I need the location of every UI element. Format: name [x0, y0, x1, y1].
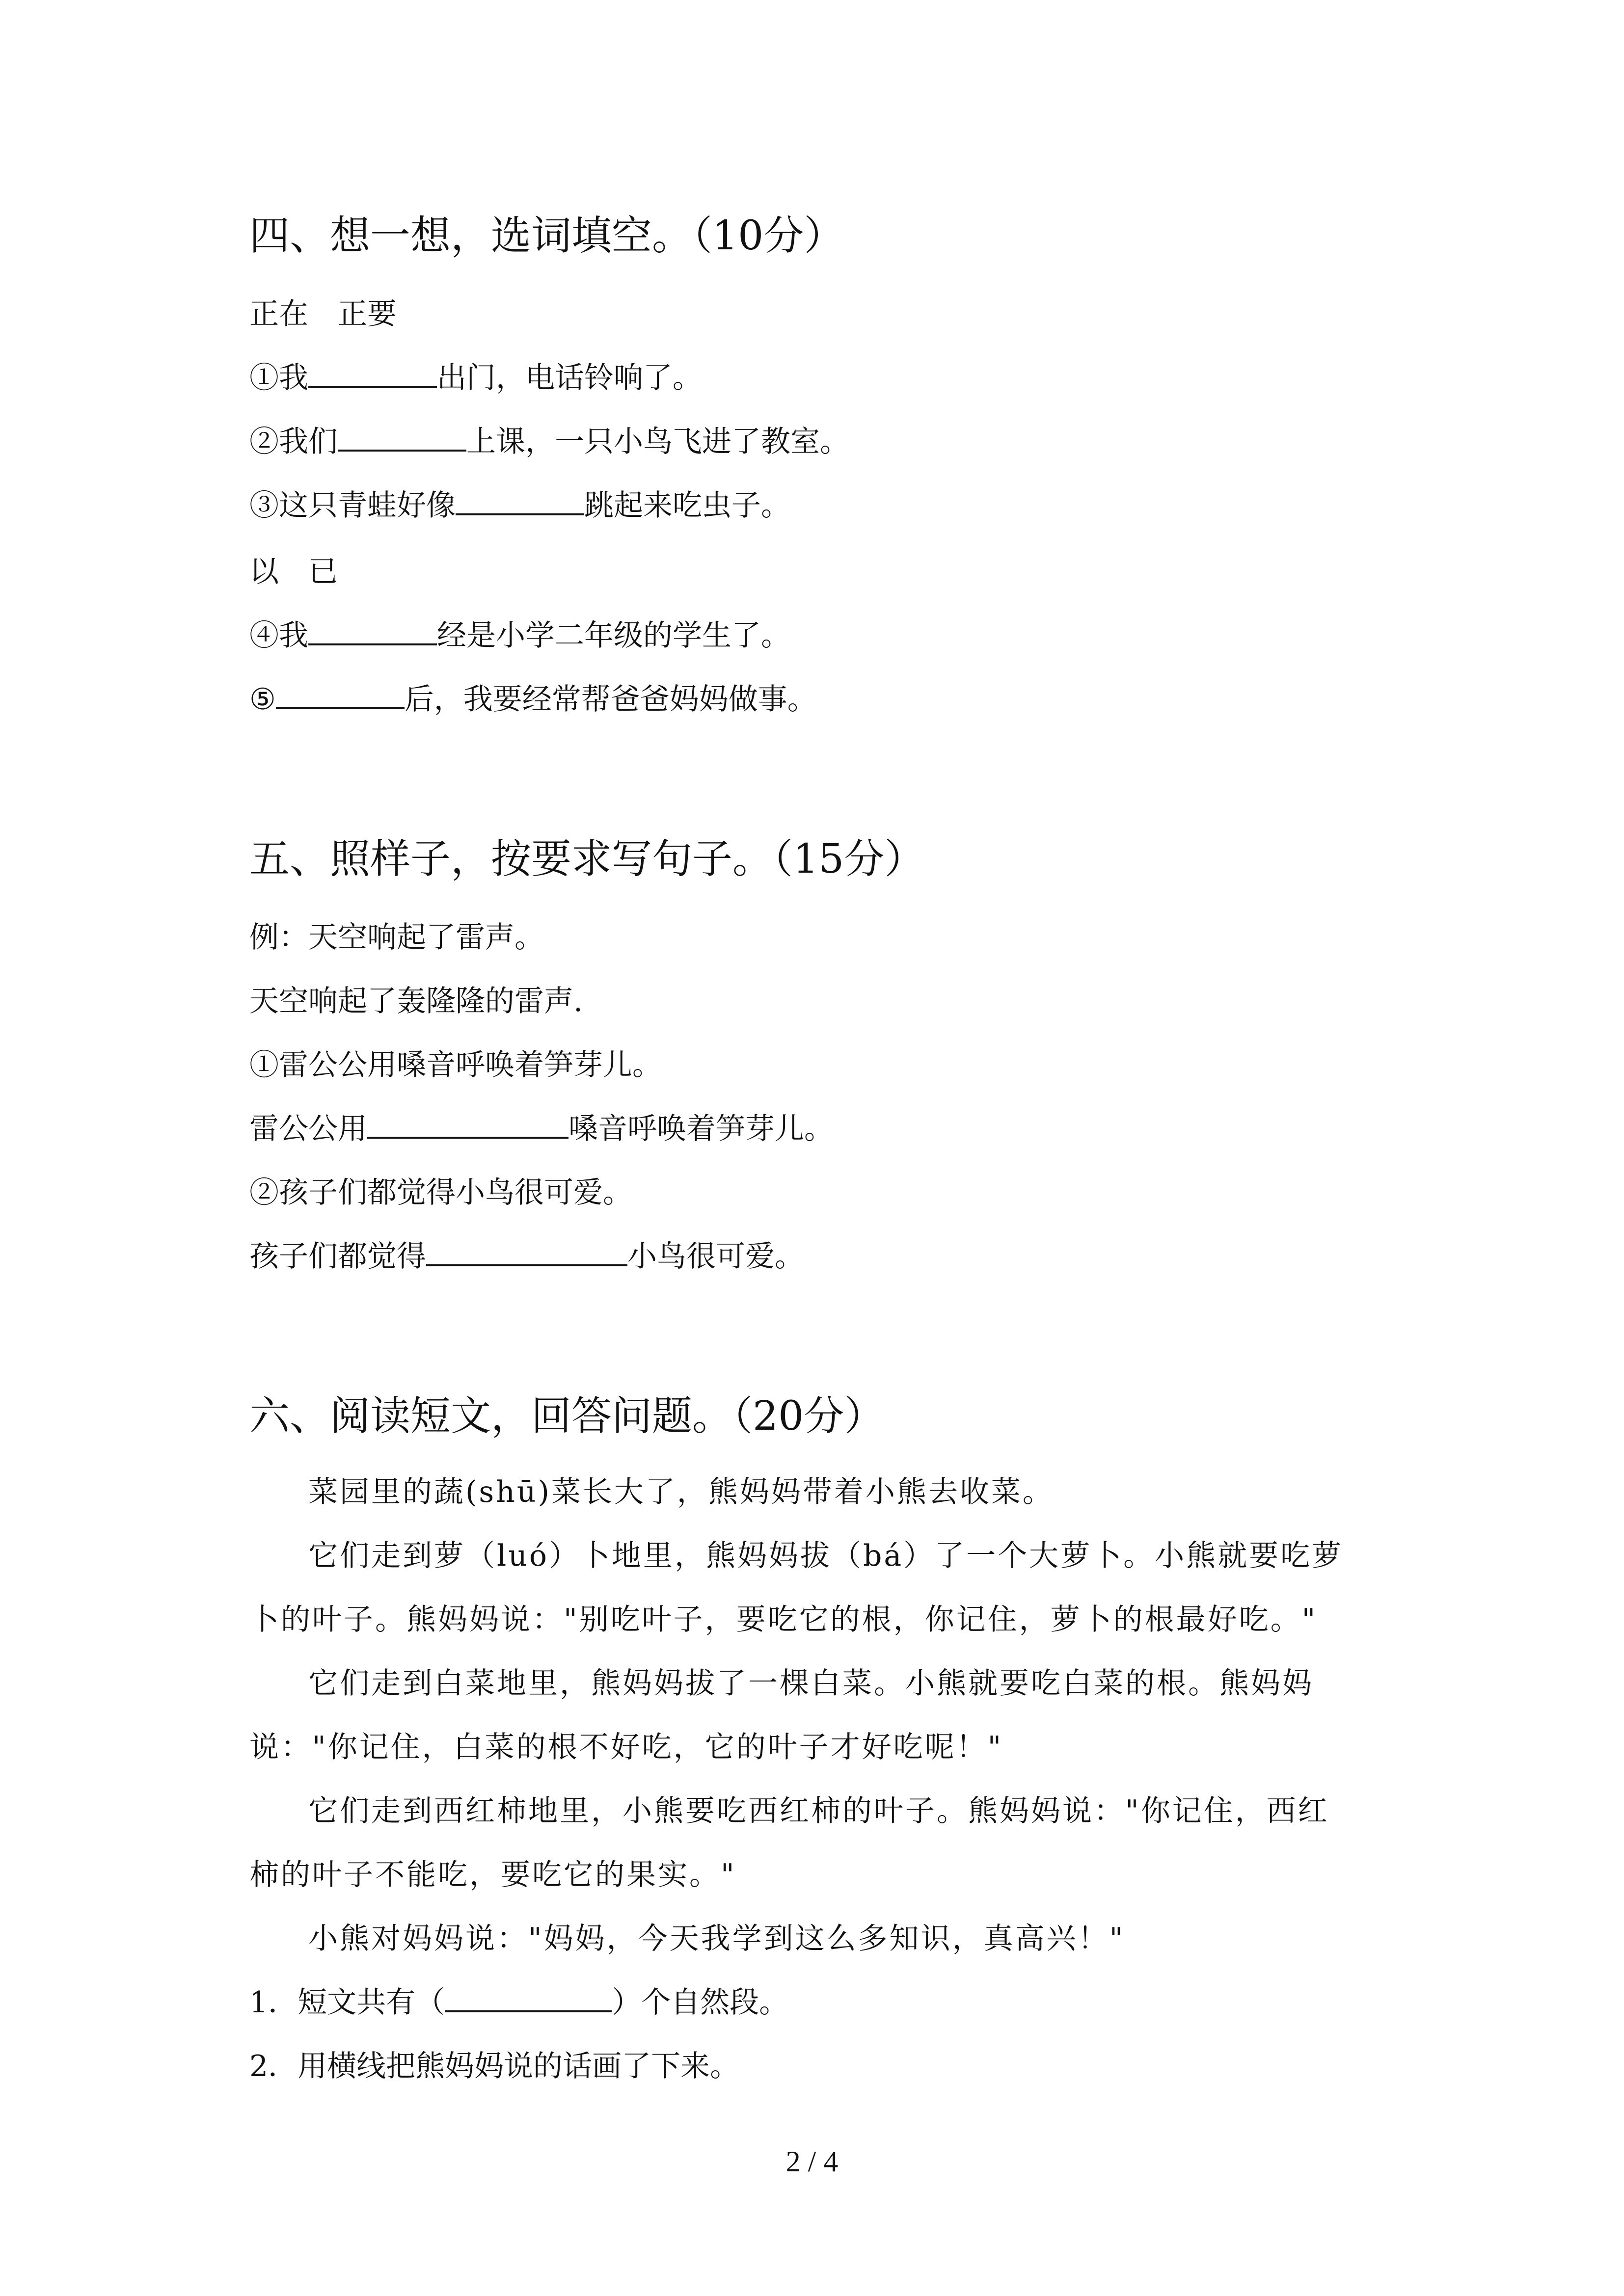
question-text: 后，我要经常帮爸爸妈妈做事。 [404, 682, 817, 717]
section-5-title: 五、照样子，按要求写句子。（15分） [249, 836, 925, 882]
question-4-1 [249, 363, 702, 393]
passage-paragraph-3-line-2: 说："你记住，白菜的根不好吃，它的叶子才好吃呢！" [249, 1730, 1003, 1764]
question-5-2-fill [249, 1239, 804, 1274]
question-6-2: 2．用横线把熊妈妈说的话画了下来。 [249, 2049, 740, 2083]
word-choice-group-2: 以 已 [249, 555, 338, 589]
passage-paragraph-4-line-2: 柿的叶子不能吃，要吃它的果实。" [249, 1858, 736, 1892]
question-6-1 [249, 1985, 789, 2020]
answer-blank[interactable] [308, 639, 437, 645]
answer-blank[interactable] [276, 702, 405, 709]
question-text: 嗓音呼唤着笋芽儿。 [568, 1112, 834, 1146]
answer-blank[interactable] [456, 508, 584, 515]
question-4-4 [249, 618, 790, 653]
question-text: ）个自然段。 [612, 1985, 789, 2020]
answer-blank[interactable] [308, 381, 437, 388]
answer-blank[interactable] [445, 2005, 612, 2012]
question-text: 跳起来吃虫子。 [584, 488, 790, 523]
question-4-3 [249, 488, 790, 523]
question-text: 孩子们都觉得 [249, 1239, 426, 1274]
question-text: ④我 [249, 618, 308, 653]
example-sentence: 例：天空响起了雷声。 [249, 920, 544, 955]
passage-paragraph-4-line-1: 它们走到西红柿地里，小熊要吃西红柿的叶子。熊妈妈说："你记住，西红 [308, 1794, 1329, 1828]
example-answer: 天空响起了轰隆隆的雷声. [249, 984, 583, 1018]
question-5-1-fill [249, 1114, 834, 1144]
question-4-2 [249, 425, 849, 459]
question-5-1: ①雷公公用嗓音呼唤着笋芽儿。 [249, 1048, 662, 1082]
answer-blank[interactable] [338, 445, 466, 452]
question-text: 出门，电话铃响了。 [437, 361, 702, 395]
word-choice-group-1: 正在 正要 [249, 297, 397, 331]
answer-blank[interactable] [426, 1259, 627, 1266]
question-text: 上课，一只小鸟飞进了教室。 [466, 425, 849, 459]
passage-paragraph-2-line-1: 它们走到萝（luó）卜地里，熊妈妈拔（bá）了一个大萝卜。小熊就要吃萝 [308, 1539, 1344, 1573]
page-number: 2 / 4 [785, 2145, 839, 2178]
question-text: ③这只青蛙好像 [249, 488, 456, 523]
question-text: 1．短文共有（ [249, 1985, 445, 2020]
section-6-title: 六、阅读短文，回答问题。（20分） [249, 1393, 885, 1440]
question-text: 小鸟很可爱。 [627, 1239, 804, 1274]
passage-paragraph-1: 菜园里的蔬(shū)菜长大了，熊妈妈带着小熊去收菜。 [308, 1475, 1054, 1509]
answer-blank[interactable] [367, 1132, 568, 1139]
passage-paragraph-3-line-1: 它们走到白菜地里，熊妈妈拔了一棵白菜。小熊就要吃白菜的根。熊妈妈 [308, 1666, 1314, 1701]
question-text: ①我 [249, 361, 308, 395]
question-4-5 [249, 682, 817, 717]
question-text: 雷公公用 [249, 1112, 367, 1146]
passage-paragraph-2-line-2: 卜的叶子。熊妈妈说："别吃叶子，要吃它的根，你记住，萝卜的根最好吃。" [249, 1602, 1318, 1637]
question-text: ②我们 [249, 425, 338, 459]
section-4-title: 四、想一想，选词填空。（10分） [249, 213, 844, 259]
passage-paragraph-5: 小熊对妈妈说："妈妈，今天我学到这么多知识，真高兴！" [308, 1922, 1125, 1956]
question-5-2: ②孩子们都觉得小鸟很可爱。 [249, 1175, 632, 1210]
question-text: ⑤ [249, 682, 276, 717]
question-text: 经是小学二年级的学生了。 [437, 618, 790, 653]
